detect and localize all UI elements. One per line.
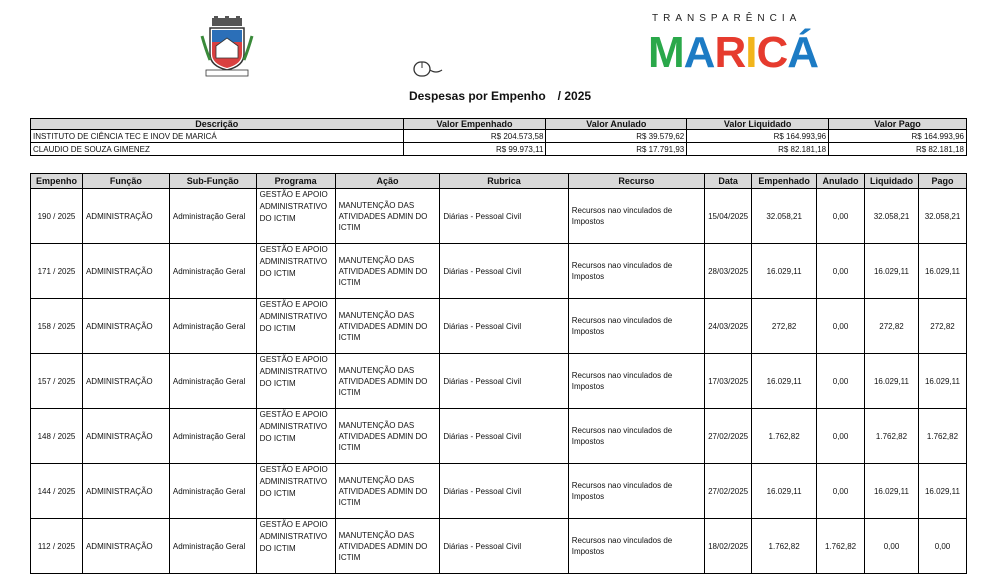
- col-funcao: Função: [82, 174, 169, 189]
- table-row: [31, 354, 967, 409]
- summary-pago: R$ 82.181,18: [829, 143, 967, 156]
- report-year: / 2025: [557, 89, 592, 103]
- transparencia-marica-logo: [648, 10, 828, 76]
- logo-main-text: MARICÁ: [648, 28, 819, 77]
- summary-empenhado: R$ 99.973,11: [403, 143, 546, 156]
- cell-rubrica: Diárias - Pessoal Civil: [440, 299, 568, 354]
- cell-liquidado: 16.029,11: [865, 354, 919, 409]
- summary-row: [31, 143, 967, 156]
- col-valor-anulado: Valor Anulado: [546, 119, 687, 130]
- cell-data: 27/02/2025: [705, 464, 752, 519]
- col-valor-empenhado: Valor Empenhado: [403, 119, 546, 130]
- summary-anulado: R$ 17.791,93: [546, 143, 687, 156]
- details-body: [31, 189, 967, 574]
- col-valor-liquidado: Valor Liquidado: [687, 119, 829, 130]
- cell-acao: MANUTENÇÃO DAS ATIVIDADES ADMIN DO ICTIM: [335, 354, 440, 409]
- cell-programa: GESTÃO E APOIO ADMINISTRATIVO DO ICTIM: [256, 244, 335, 299]
- cell-pago: 1.762,82: [918, 409, 966, 464]
- cell-rubrica: Diárias - Pessoal Civil: [440, 189, 568, 244]
- cell-funcao: ADMINISTRAÇÃO: [82, 189, 169, 244]
- cell-empenho: 190 / 2025: [31, 189, 83, 244]
- cell-pago: 16.029,11: [918, 464, 966, 519]
- cell-funcao: ADMINISTRAÇÃO: [82, 409, 169, 464]
- cell-data: 28/03/2025: [705, 244, 752, 299]
- cell-acao: MANUTENÇÃO DAS ATIVIDADES ADMIN DO ICTIM: [335, 244, 440, 299]
- col-acao: Ação: [335, 174, 440, 189]
- cell-subfuncao: Administração Geral: [169, 519, 256, 574]
- cell-rubrica: Diárias - Pessoal Civil: [440, 354, 568, 409]
- city-crest-icon: [198, 16, 256, 78]
- cell-pago: 16.029,11: [918, 244, 966, 299]
- col-anulado: Anulado: [817, 174, 865, 189]
- cell-data: 15/04/2025: [705, 189, 752, 244]
- summary-empenhado: R$ 204.573,58: [403, 130, 546, 143]
- col-valor-pago: Valor Pago: [829, 119, 967, 130]
- cell-empenhado: 16.029,11: [752, 464, 817, 519]
- cell-empenhado: 1.762,82: [752, 519, 817, 574]
- cell-subfuncao: Administração Geral: [169, 299, 256, 354]
- cell-acao: MANUTENÇÃO DAS ATIVIDADES ADMIN DO ICTIM: [335, 464, 440, 519]
- cell-rubrica: Diárias - Pessoal Civil: [440, 409, 568, 464]
- summary-descricao: CLAUDIO DE SOUZA GIMENEZ: [31, 143, 404, 156]
- cell-programa: GESTÃO E APOIO ADMINISTRATIVO DO ICTIM: [256, 409, 335, 464]
- cell-empenho: 144 / 2025: [31, 464, 83, 519]
- cell-programa: GESTÃO E APOIO ADMINISTRATIVO DO ICTIM: [256, 299, 335, 354]
- cell-empenhado: 32.058,21: [752, 189, 817, 244]
- cell-programa: GESTÃO E APOIO ADMINISTRATIVO DO ICTIM: [256, 464, 335, 519]
- cell-liquidado: 1.762,82: [865, 409, 919, 464]
- details-table: [30, 173, 967, 574]
- cell-liquidado: 272,82: [865, 299, 919, 354]
- report-title: [0, 89, 1000, 103]
- logo-top-text: TRANSPARÊNCIA: [652, 13, 802, 24]
- cell-liquidado: 16.029,11: [865, 464, 919, 519]
- table-row: [31, 244, 967, 299]
- summary-descricao: INSTITUTO DE CIÊNCIA TEC E INOV DE MARICÁ: [31, 130, 404, 143]
- cell-rubrica: Diárias - Pessoal Civil: [440, 464, 568, 519]
- cell-acao: MANUTENÇÃO DAS ATIVIDADES ADMIN DO ICTIM: [335, 189, 440, 244]
- table-row: [31, 189, 967, 244]
- col-pago: Pago: [918, 174, 966, 189]
- col-recurso: Recurso: [568, 174, 704, 189]
- cell-anulado: 0,00: [817, 299, 865, 354]
- col-subfuncao: Sub-Função: [169, 174, 256, 189]
- report-title-text: Despesas por Empenho: [408, 89, 546, 103]
- table-row: [31, 299, 967, 354]
- details-header-row: [31, 174, 967, 189]
- cell-data: 17/03/2025: [705, 354, 752, 409]
- col-empenho: Empenho: [31, 174, 83, 189]
- cell-pago: 0,00: [918, 519, 966, 574]
- col-empenhado: Empenhado: [752, 174, 817, 189]
- cell-recurso: Recursos nao vinculados de Impostos: [568, 244, 704, 299]
- cell-recurso: Recursos nao vinculados de Impostos: [568, 299, 704, 354]
- cell-acao: MANUTENÇÃO DAS ATIVIDADES ADMIN DO ICTIM: [335, 299, 440, 354]
- cell-pago: 32.058,21: [918, 189, 966, 244]
- table-row: [31, 409, 967, 464]
- cell-pago: 16.029,11: [918, 354, 966, 409]
- cell-empenhado: 16.029,11: [752, 354, 817, 409]
- cell-subfuncao: Administração Geral: [169, 189, 256, 244]
- table-row: [31, 519, 967, 574]
- cell-liquidado: 32.058,21: [865, 189, 919, 244]
- cell-funcao: ADMINISTRAÇÃO: [82, 519, 169, 574]
- cell-recurso: Recursos nao vinculados de Impostos: [568, 464, 704, 519]
- summary-anulado: R$ 39.579,62: [546, 130, 687, 143]
- cell-funcao: ADMINISTRAÇÃO: [82, 354, 169, 409]
- cell-anulado: 0,00: [817, 189, 865, 244]
- cell-empenho: 112 / 2025: [31, 519, 83, 574]
- summary-row: [31, 130, 967, 143]
- cell-acao: MANUTENÇÃO DAS ATIVIDADES ADMIN DO ICTIM: [335, 519, 440, 574]
- cell-data: 24/03/2025: [705, 299, 752, 354]
- cell-subfuncao: Administração Geral: [169, 464, 256, 519]
- cell-empenho: 148 / 2025: [31, 409, 83, 464]
- col-data: Data: [705, 174, 752, 189]
- col-liquidado: Liquidado: [865, 174, 919, 189]
- table-row: [31, 464, 967, 519]
- cell-recurso: Recursos nao vinculados de Impostos: [568, 409, 704, 464]
- cell-funcao: ADMINISTRAÇÃO: [82, 244, 169, 299]
- report-header: [0, 0, 1000, 118]
- summary-table: [30, 118, 967, 156]
- summary-liquidado: R$ 82.181,18: [687, 143, 829, 156]
- cell-programa: GESTÃO E APOIO ADMINISTRATIVO DO ICTIM: [256, 189, 335, 244]
- cell-funcao: ADMINISTRAÇÃO: [82, 299, 169, 354]
- cell-subfuncao: Administração Geral: [169, 244, 256, 299]
- cell-acao: MANUTENÇÃO DAS ATIVIDADES ADMIN DO ICTIM: [335, 409, 440, 464]
- cell-recurso: Recursos nao vinculados de Impostos: [568, 519, 704, 574]
- cell-anulado: 1.762,82: [817, 519, 865, 574]
- cell-subfuncao: Administração Geral: [169, 409, 256, 464]
- cell-rubrica: Diárias - Pessoal Civil: [440, 244, 568, 299]
- cell-programa: GESTÃO E APOIO ADMINISTRATIVO DO ICTIM: [256, 354, 335, 409]
- cell-empenhado: 1.762,82: [752, 409, 817, 464]
- cell-empenhado: 272,82: [752, 299, 817, 354]
- cell-anulado: 0,00: [817, 244, 865, 299]
- cell-data: 18/02/2025: [705, 519, 752, 574]
- cell-liquidado: 0,00: [865, 519, 919, 574]
- cell-liquidado: 16.029,11: [865, 244, 919, 299]
- cell-subfuncao: Administração Geral: [169, 354, 256, 409]
- summary-liquidado: R$ 164.993,96: [687, 130, 829, 143]
- col-programa: Programa: [256, 174, 335, 189]
- cell-anulado: 0,00: [817, 354, 865, 409]
- cell-data: 27/02/2025: [705, 409, 752, 464]
- col-descricao: Descrição: [31, 119, 404, 130]
- cell-anulado: 0,00: [817, 464, 865, 519]
- cell-empenho: 171 / 2025: [31, 244, 83, 299]
- cell-recurso: Recursos nao vinculados de Impostos: [568, 189, 704, 244]
- cell-anulado: 0,00: [817, 409, 865, 464]
- cell-rubrica: Diárias - Pessoal Civil: [440, 519, 568, 574]
- cell-programa: GESTÃO E APOIO ADMINISTRATIVO DO ICTIM: [256, 519, 335, 574]
- cell-pago: 272,82: [918, 299, 966, 354]
- cell-recurso: Recursos nao vinculados de Impostos: [568, 354, 704, 409]
- col-rubrica: Rubrica: [440, 174, 568, 189]
- cell-funcao: ADMINISTRAÇÃO: [82, 464, 169, 519]
- cell-empenho: 157 / 2025: [31, 354, 83, 409]
- cell-empenho: 158 / 2025: [31, 299, 83, 354]
- summary-header-row: [31, 119, 967, 130]
- cell-empenhado: 16.029,11: [752, 244, 817, 299]
- mouse-icon: [412, 60, 446, 78]
- summary-pago: R$ 164.993,96: [829, 130, 967, 143]
